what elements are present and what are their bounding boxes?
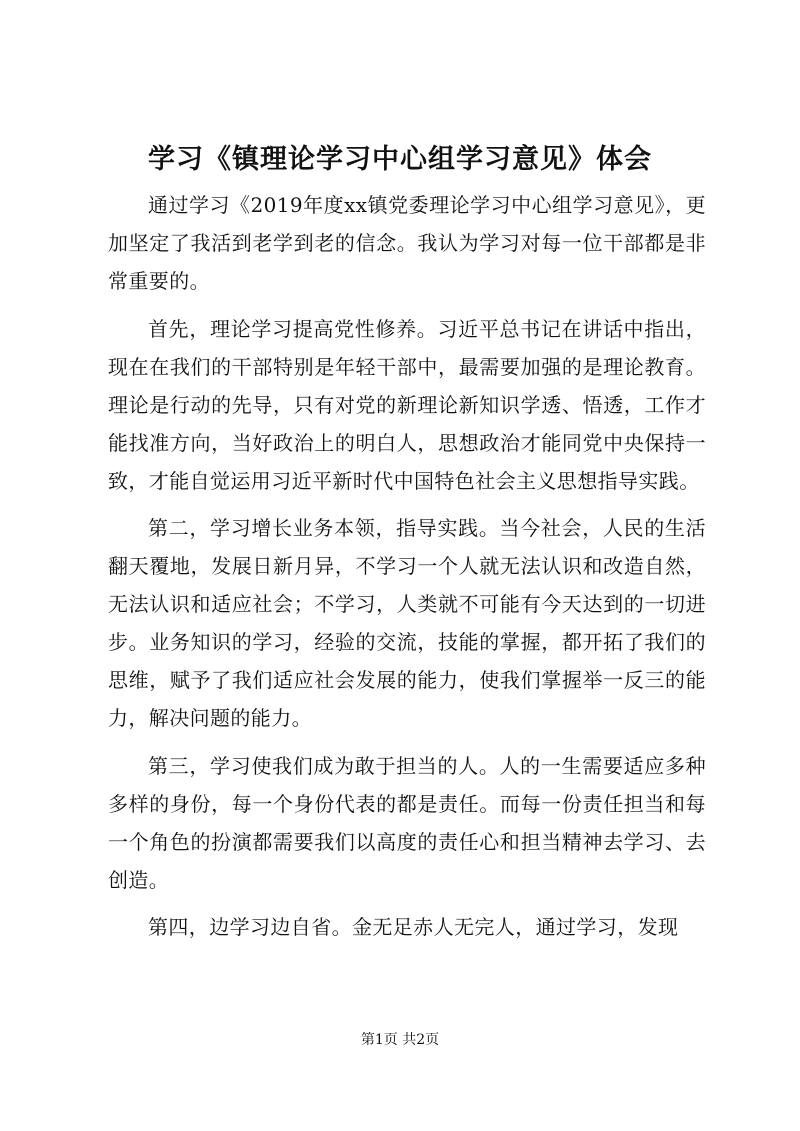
paragraph-fourth-point: 第四，边学习边自省。金无足赤人无完人，通过学习，发现 <box>148 915 679 939</box>
paragraph-intro: 通过学习《2019年度xx镇党委理论学习中心组学习意见》，更加坚定了我活到老学到老的信念。我认为学习对每一位干部都是非常重要的。 <box>108 193 706 293</box>
document-title: 学习《镇理论学习中心组学习意见》体会 <box>148 144 652 175</box>
paragraph-second-point: 第二，学习增长业务本领，指导实践。当今社会，人民的生活翻天覆地，发展日新月异，不学习一个人就无法认识和改造自然，无法认识和适应社会；不学习，人类就不可能有今天达到的一切进步。业务知识的学习，经验的交流，技能的掌握，都开拓了我们的思维，赋予了我们适应社会发展的能力，使我们掌握举一反三的能力，解决问题的能力。 <box>108 516 706 730</box>
paragraph-first-point: 首先，理论学习提高党性修养。习近平总书记在讲话中指出，现在在我们的干部特别是年轻干部中，最需要加强的是理论教育。理论是行动的先导，只有对党的新理论新知识学透、悟透，工作才能找准方向，当好政治上的明白人，思想政治才能同党中央保持一致，才能自觉运用习近平新时代中国特色社会主义思想指导实践。 <box>108 316 706 493</box>
document-body <box>108 186 706 956</box>
paragraph-third-point: 第三，学习使我们成为敢于担当的人。人的一生需要适应多种多样的身份，每一个身份代表的都是责任。而每一份责任担当和每一个角色的扮演都需要我们以高度的责任心和担当精神去学习、去创造。 <box>108 753 706 892</box>
page-number-footer: 第1页 共2页 <box>360 1032 440 1048</box>
